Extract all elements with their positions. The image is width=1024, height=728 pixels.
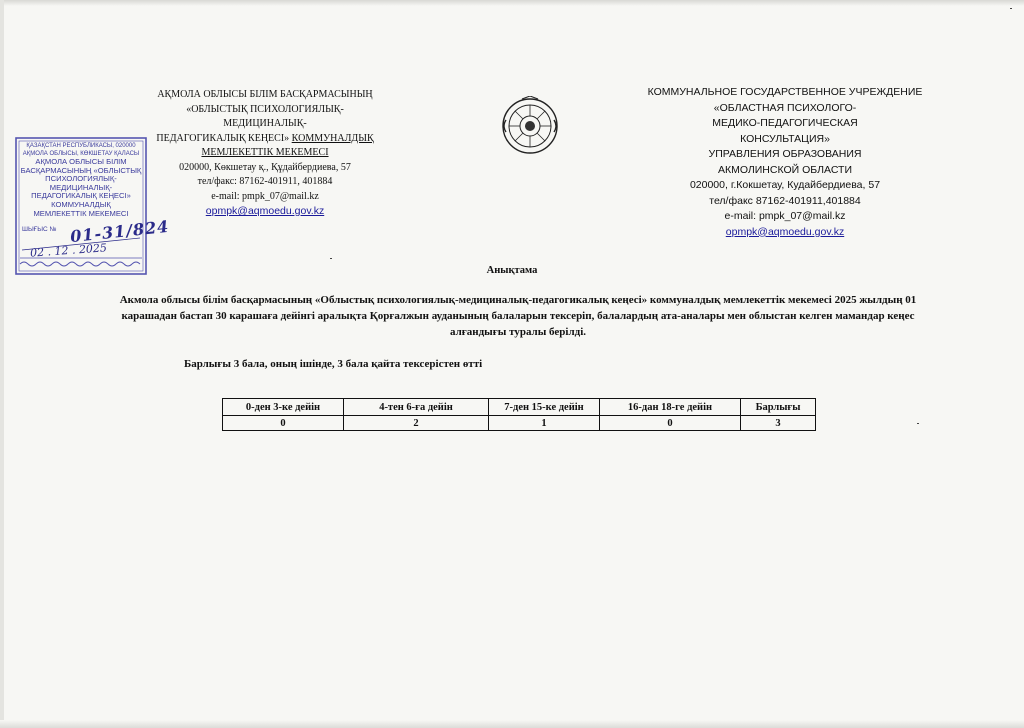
org-name-kz-line3: МЕДИЦИНАЛЫҚ- [223, 118, 307, 129]
org-name-kz-line4 [130, 132, 400, 147]
stamp-line5: ПСИХОЛОГИЯЛЫҚ- [45, 174, 117, 184]
table-header-row [223, 399, 816, 416]
value-age-4-6: 2 [344, 416, 489, 431]
stamp-line4: БАСҚАРМАСЫНЫҢ «ОБЛЫСТЫҚ [20, 165, 142, 175]
table-row [223, 416, 816, 431]
org-name-ru-line1: КОММУНАЛЬНОЕ ГОСУДАРСТВЕННОЕ УЧРЕЖДЕНИЕ [647, 86, 923, 98]
value-age-16-18: 0 [600, 416, 741, 431]
scan-speck [917, 423, 919, 424]
address-kz: 020000, Көкшетау қ., Құдайбердиева, 57 [179, 161, 351, 173]
stamp-outgoing-number: 01-31/824 [69, 216, 171, 247]
scan-speck [330, 258, 332, 259]
phone-ru: тел/факс 87162-401911,401884 [709, 194, 861, 207]
scan-edge-bottom [0, 720, 1024, 728]
document-title: Анықтама [486, 265, 538, 276]
header-age-4-6: 4-тен 6-ға дейін [344, 399, 489, 416]
org-name-ru-line3: МЕДИКО-ПЕДАГОГИЧЕСКАЯ [712, 117, 858, 129]
stamp-outgoing-label: ШЫҒЫС № [22, 226, 57, 233]
phone-kz: тел/факс: 87162-401911, 401884 [197, 176, 333, 187]
value-age-7-15: 1 [489, 416, 600, 431]
stamp-line8: КОММУНАЛДЫҚ [51, 199, 111, 209]
summary-line: Барлығы 3 бала, оның ішінде, 3 бала қайта тексерістен өтті [184, 358, 483, 370]
stamp-line1: ҚАЗАҚСТАН РЕСПУБЛИКАСЫ, 020000 [26, 143, 136, 149]
org-name-ru-line4: КОНСУЛЬТАЦИЯ» [740, 132, 830, 145]
address-ru: 020000, г.Кокшетау, Кудайбердиева, 57 [689, 179, 881, 191]
value-total: 3 [741, 416, 816, 431]
stamp-date: 02 . 12 . 2025 [29, 241, 108, 260]
letterhead-russian [640, 85, 930, 240]
stamp-line6: МЕДИЦИНАЛЫҚ- [49, 182, 113, 192]
stamp-line9: МЕМЛЕКЕТТІК МЕКЕМЕСІ [33, 208, 129, 218]
org-name-kz-line4b: КОММУНАЛДЫҚ [291, 132, 374, 144]
header-age-7-15: 7-ден 15-ке дейін [489, 399, 600, 416]
state-emblem-icon [500, 96, 560, 156]
stamp-line7: ПЕДАГОГИКАЛЫҚ КЕҢЕСІ» [31, 191, 131, 201]
scan-edge-top [0, 0, 1024, 6]
website-link-ru[interactable]: opmpk@aqmoedu.gov.kz [725, 225, 845, 238]
header-total: Барлығы [741, 399, 816, 416]
org-name-ru-line2: «ОБЛАСТНАЯ ПСИХОЛОГО- [713, 101, 857, 114]
letterhead-kazakh [130, 88, 400, 219]
website-link-kz[interactable]: opmpk@aqmoedu.gov.kz [205, 205, 325, 217]
org-name-ru-line6: АКМОЛИНСКОЙ ОБЛАСТИ [717, 163, 853, 176]
header-age-16-18: 16-дан 18-ге дейін [600, 399, 741, 416]
email-kz: e-mail: pmpk_07@mail.kz [211, 190, 319, 202]
scan-speck [1010, 8, 1012, 9]
document-body: Акмола облысы білім басқармасының «Облыстық психологиялық-медициналық-педагогикалық кеңесі» коммуналдық мемлекеттік мекемесі 2025 жылдың 01 карашадан бастап 30 карашаға дейінгі аралықта Қорғалжын ауданының балаларын тексеріп, балалардың ата-аналары мен облыстан келген мамандар кеңес алғандығы туралы берілді. [119, 294, 917, 338]
stamp-line3: АҚМОЛА ОБЛЫСЫ БІЛІМ [35, 157, 127, 166]
email-ru: e-mail: pmpk_07@mail.kz [724, 210, 846, 222]
stamp-text [18, 143, 144, 218]
value-age-0-3: 0 [223, 416, 344, 431]
header-age-0-3: 0-ден 3-ке дейін [223, 399, 344, 416]
stamp-line2: АҚМОЛА ОБЛЫСЫ, КӨКШЕТАУ ҚАЛАСЫ [22, 150, 140, 157]
age-group-table [222, 398, 816, 431]
org-name-kz-line2: «ОБЛЫСТЫҚ ПСИХОЛОГИЯЛЫҚ- [186, 103, 344, 115]
org-name-kz-line1: АҚМОЛА ОБЛЫСЫ БІЛІМ БАСҚАРМАСЫНЫҢ [157, 89, 373, 100]
org-name-kz-line4a: ПЕДАГОГИКАЛЫҚ КЕҢЕСІ» [156, 132, 292, 144]
scan-edge-left [0, 0, 4, 728]
org-name-kz-line5: МЕМЛЕКЕТТІК МЕКЕМЕСІ [201, 147, 329, 158]
org-name-ru-line5: УПРАВЛЕНИЯ ОБРАЗОВАНИЯ [708, 148, 862, 160]
